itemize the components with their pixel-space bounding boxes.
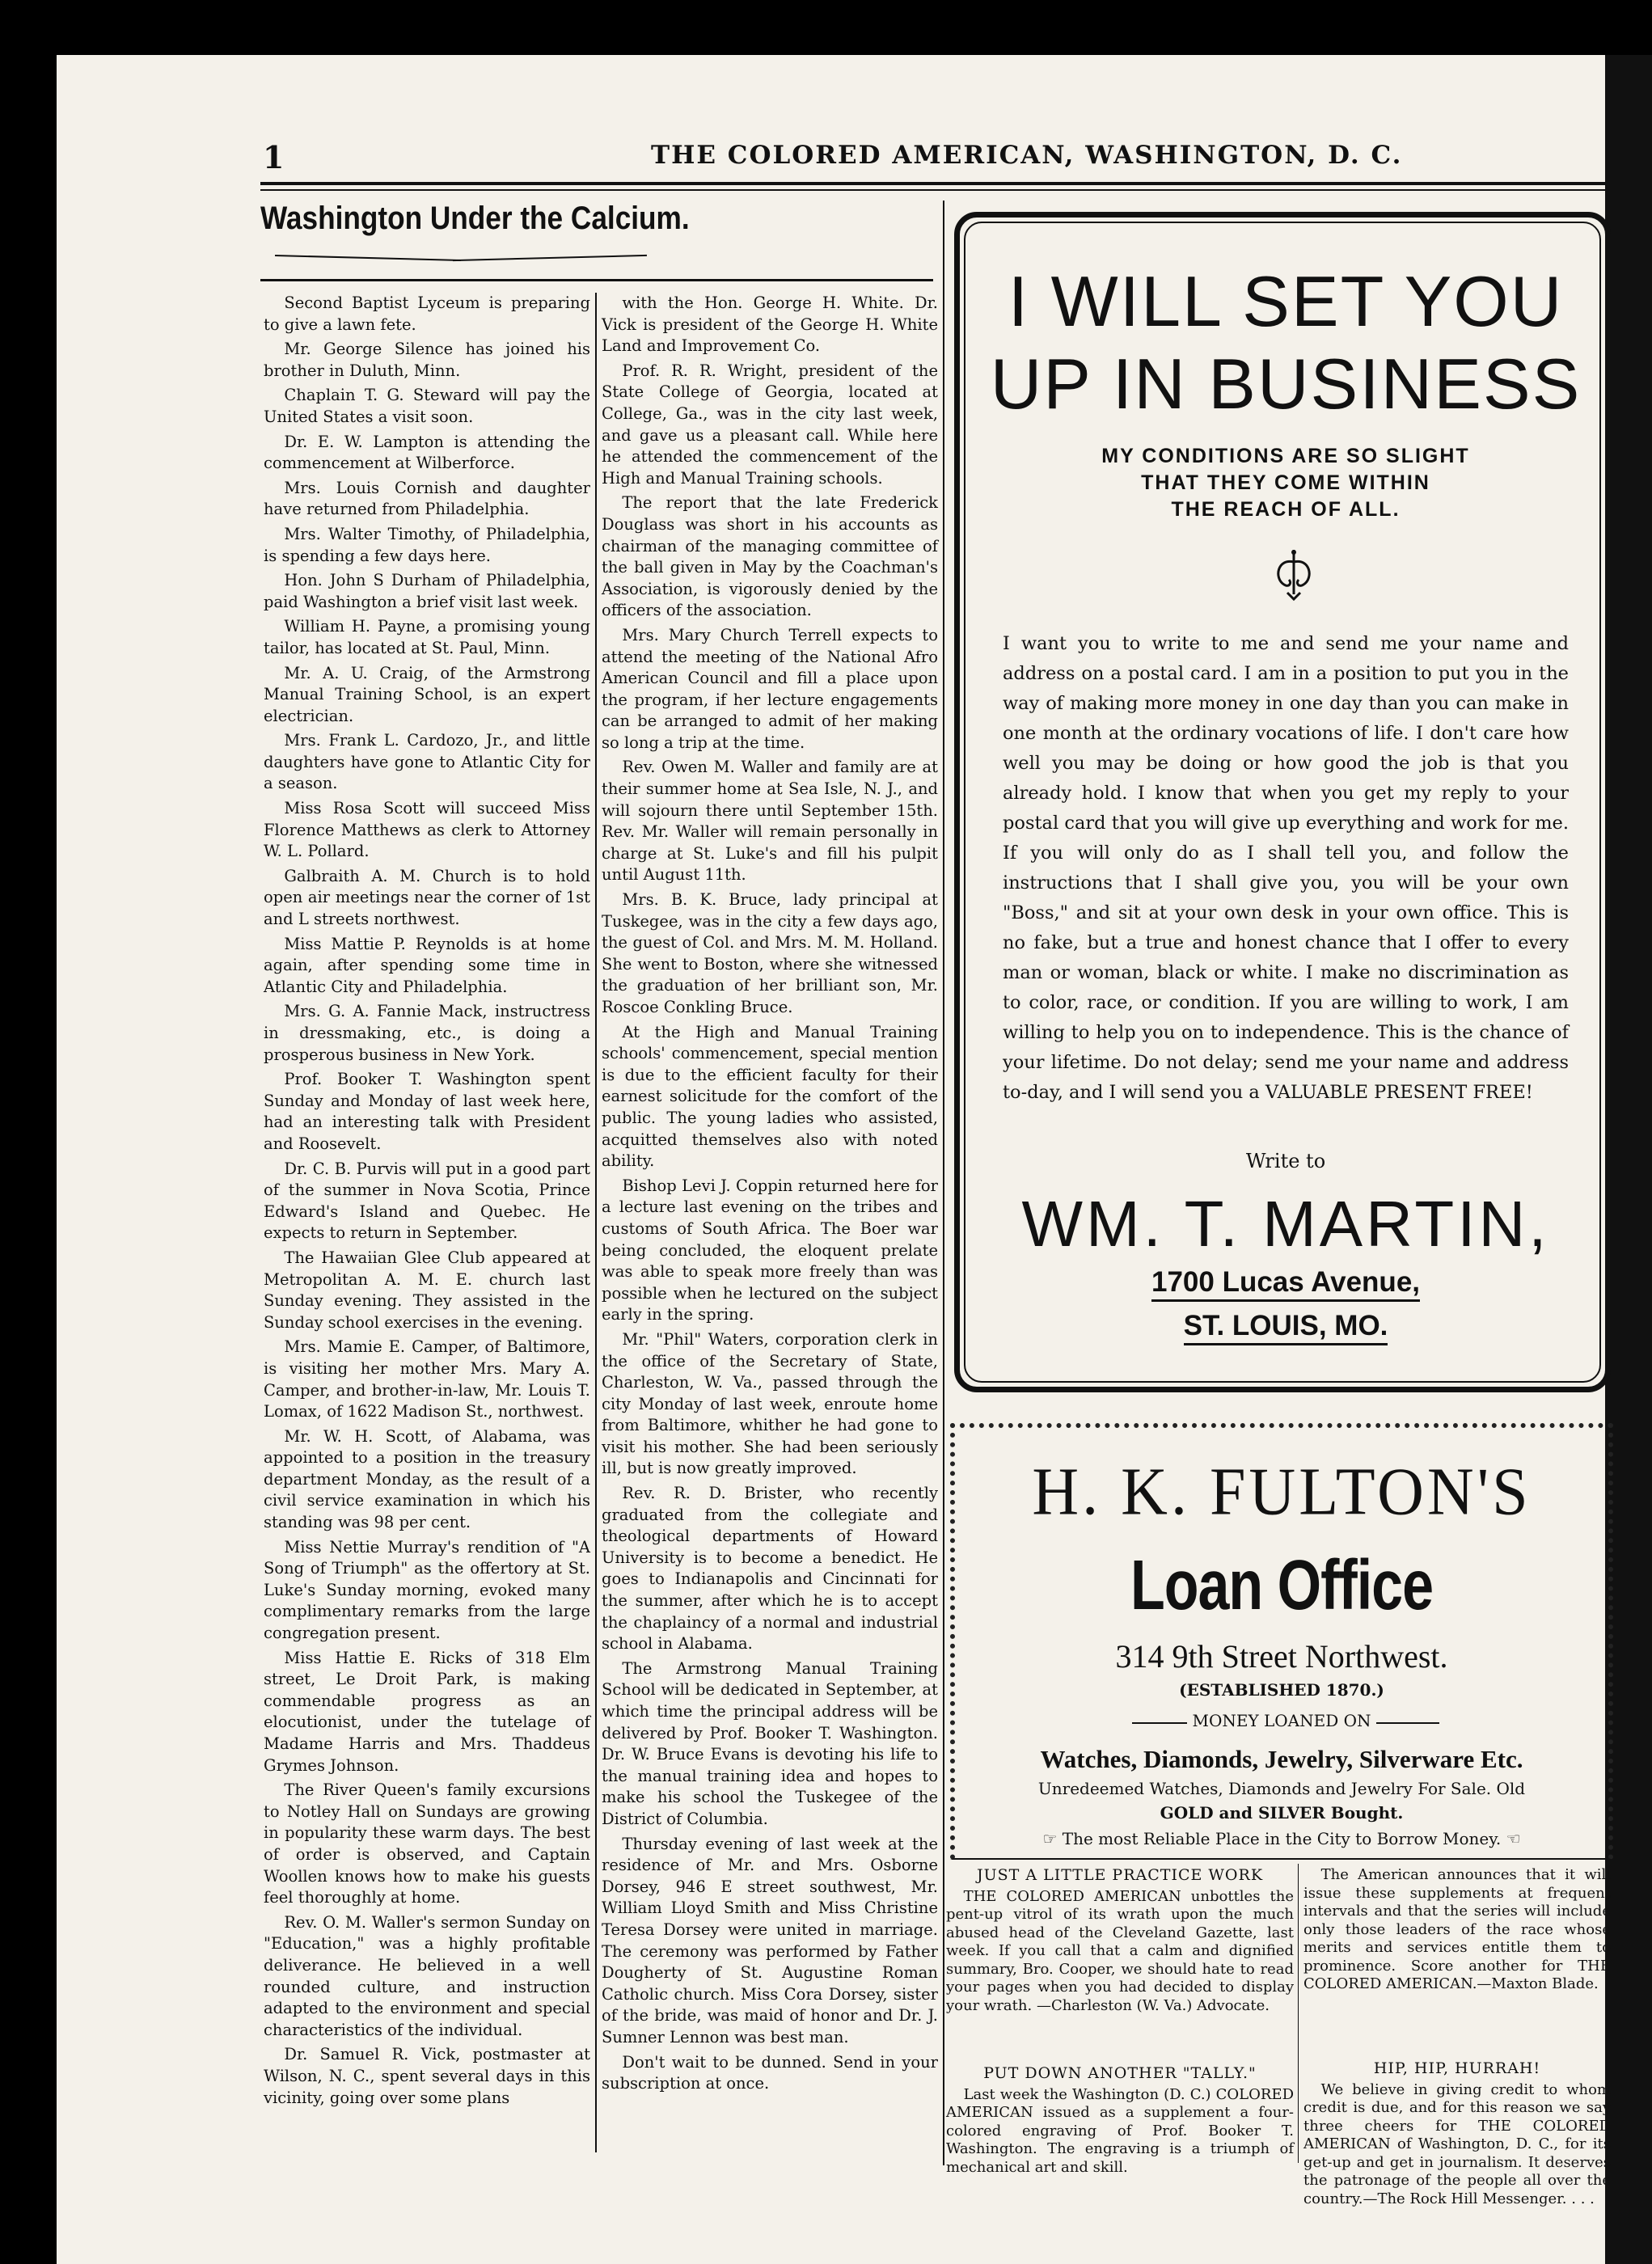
heading-rule — [260, 279, 933, 281]
column-rule-1 — [595, 293, 597, 2152]
news-item: Rev. R. D. Brister, who recently graduated from the collegiate and theological departments of Howard University is to become a benedict. He goes to Indianapolis and Cincinnati for the summer, after which he is to accept the chaplaincy of a normal and industrial school in Alabama. — [602, 1484, 938, 1654]
news-item: At the High and Manual Training schools' commencement, special mention is due to the efficient faculty for their earnest solicitude for the comfort of the public. The young ladies who assisted, acquitted themselves also with noted ability. — [602, 1022, 938, 1171]
fulton-ad-established: (ESTABLISHED 1870.) — [1179, 1680, 1384, 1700]
news-item: William H. Payne, a promising young tailor, has located at St. Paul, Minn. — [264, 617, 590, 657]
news-item: Prof. Booker T. Washington spent Sunday and Monday of last week here, had an interesting talk with President and Roosevelt. — [264, 1070, 590, 1153]
martin-ad-address-2 — [970, 1310, 1601, 1342]
header-rule-bottom — [260, 189, 1615, 191]
news-item: Mrs. B. K. Bruce, lady principal at Tuskegee, was in the city a few days ago, the guest of Col. and Mrs. M. M. Holland. She went to Boston, where she witnessed the graduation of her brilliant son, Mr. Roscoe Conkling Bruce. — [602, 890, 938, 1016]
news-item: with the Hon. George H. White. Dr. Vick is president of the George H. White Land and Improvement Co. — [602, 294, 938, 356]
reprint-tally — [946, 2064, 1294, 2177]
news-item: Dr. C. B. Purvis will put in a good part of the summer in Nova Scotia, Prince Edward's Island and Quebec. He expects to return in September. — [264, 1159, 590, 1243]
news-item: The Hawaiian Glee Club appeared at Metropolitan A. M. E. church last Sunday evening. They assisted in the Sunday school exercises in the evening. — [264, 1248, 590, 1332]
news-item: Bishop Levi J. Coppin returned here for a lecture last evening on the tribes and customs of South Africa. The Boer war being concluded, the eloquent prelate was able to speak more freely than was possible when he lectured on the subject early in the spring. — [602, 1176, 938, 1324]
headline-line-2: UP IN BUSINESS — [990, 344, 1582, 424]
reprint-column-rule — [1298, 1864, 1299, 2163]
reprint-3-body: Last week the Washington (D. C.) COLORED AMERICAN issued as a supplement a four-colored engraving of Prof. Booker T. Washington. The engraving is a triumph of mechanical art and skill. — [946, 2085, 1294, 2176]
news-item: Mrs. Walter Timothy, of Philadelphia, is spending a few days here. — [264, 524, 590, 565]
subhead-line-2: THAT THEY COME WITHIN — [1141, 471, 1430, 494]
martin-ad-name: WM. T. MARTIN, — [1021, 1188, 1550, 1260]
news-item: Mrs. Mary Church Terrell expects to attend the meeting of the National Afro American Council and fill a place upon the program, if her lecture engagements can be arranged to admit of her making so long a trip at the time. — [602, 625, 938, 752]
news-item: Dr. E. W. Lampton is attending the commencement at Wilberforce. — [264, 432, 590, 473]
news-item: Mrs. Frank L. Cardozo, Jr., and little daughters have gone to Atlantic City for a season. — [264, 731, 590, 793]
reprint-4-body: We believe in giving credit to whom credit is due, and for this reason we say three cheers for THE COLORED AMERICAN of Washington, D. C., for its get-up and get in journalism. It deserves the patronage of the people all over the country.—The Rock Hill Messenger. . . . — [1303, 2080, 1611, 2207]
news-column-2 — [602, 293, 938, 2098]
page-number: 1 — [263, 139, 285, 175]
news-item: Galbraith A. M. Church is to hold open air meetings near the corner of 1st and L streets northwest. — [264, 866, 590, 929]
news-item: The River Queen's family excursions to Notley Hall on Sundays are growing in popularity these warm days. The best of order is observed, and Captain Woollen knows how to make his guests feel thoroughly at home. — [264, 1780, 590, 1907]
fulton-ad-reliable: ☞ The most Reliable Place in the City to Borrow Money. ☜ — [1042, 1829, 1521, 1848]
fulton-ad-title: Loan Office — [1130, 1545, 1434, 1624]
reprint-3-heading: PUT DOWN ANOTHER "TALLY." — [983, 2064, 1257, 2082]
masthead: THE COLORED AMERICAN, WASHINGTON, D. C. — [651, 141, 1403, 170]
fleuron-ornament-icon — [1270, 546, 1318, 602]
news-item: Second Baptist Lyceum is preparing to give a lawn fete. — [264, 294, 590, 334]
fulton-ad-name: H. K. FULTON'S — [1032, 1454, 1532, 1530]
news-item: Miss Nettie Murray's rendition of "A Song of Triumph" as the offertory at St. Luke's Sunday morning, evoked many complimentary remarks from the large congregation present. — [264, 1537, 590, 1643]
news-item: Mr. "Phil" Waters, corporation clerk in the office of the Secretary of State, Charleston, W. Va., passed through the city Monday of last week, enroute home from Baltimore, whither he had gone to visit his mother. She had been seriously ill, but is now greatly improved. — [602, 1329, 938, 1478]
news-item: Hon. John S Durham of Philadelphia, paid Washington a brief visit last week. — [264, 571, 590, 611]
news-item: Mr. W. H. Scott, of Alabama, was appointed to a position in the treasury department Monday, as the result of a civil service examination in which his standing was 98 per cent. — [264, 1426, 590, 1532]
news-item: Prof. R. R. Wright, president of the State College of Georgia, located at College, Ga., was in the city last week, and gave us a pleasant call. While here he attended the commencement of the High and Manual Training schools. — [602, 361, 938, 488]
subhead-line-3: THE REACH OF ALL. — [1171, 498, 1401, 521]
subhead-line-1: MY CONDITIONS ARE SO SLIGHT — [1101, 445, 1470, 467]
martin-ad-body: I want you to write to me and send me your name and address on a postal card. I am in a position to put you in the way of making more money in one day than you can make in one month at the ordinary vocations of life. I don't care how well you may be doing or how good the job is that you already hold. I know that when you get my reply to your postal card that you will give up everything and work for me. If you will only do as I shall tell you, and follow the instructions that I shall give you, you will be your own "Boss," and sit at your own desk in your own office. This is no fake, but a true and honest chance that I offer to every man or woman, black or white. I make no discrimination as to color, race, or condition. If you are willing to work, I am willing to help you on to independence. This is the chance of your lifetime. Do not delay; send me your name and address to-day, and I will send you a VALUABLE PRESENT FREE! — [1003, 633, 1569, 1103]
column-rule-2 — [943, 201, 944, 2165]
running-header — [263, 129, 1613, 175]
news-item: Miss Rosa Scott will succeed Miss Florence Matthews as clerk to Attorney W. L. Pollard. — [264, 799, 590, 861]
news-item: Don't wait to be dunned. Send in your subscription at once. — [602, 2052, 938, 2093]
reprint-2-body: The American announces that it will issue these supplements at frequent intervals and that the series will include only those leaders of the race whose merits and services entitle them to prominence. Score another for THE COLORED AMERICAN.—Maxton Blade. — [1303, 1866, 1611, 1992]
fulton-ad-items: Watches, Diamonds, Jewelry, Silverware Etc. — [1040, 1745, 1523, 1773]
fulton-ad-address: 314 9th Street Northwest. — [1115, 1638, 1448, 1675]
news-item: The report that the late Frederick Douglass was short in his accounts as chairman of the managing committee of the ball given in May by the Coachman's Association, is vigorously denied by the officers of the association. — [602, 493, 938, 620]
news-item: Thursday evening of last week at the residence of Mr. and Mrs. Osborne Dorsey, 946 E street southwest, Mr. William Lloyd Smith and Miss Christine Teresa Dorsey were united in marriage. The ceremony was performed by Father Dougherty of St. Augustine Roman Catholic church. Miss Cora Dorsey, sister of the bride, was maid of honor and Dr. J. Sumner Lennon was best man. — [602, 1834, 938, 2046]
reprint-1-body: THE COLORED AMERICAN unbottles the pent-up vitrol of its wrath upon the much abused head of the Cleveland Gazette, last week. If you call that a calm and dignified summary, Bro. Cooper, we should hate to read your pages when you had decided to display your wrath. —Charleston (W. Va.) Advocate. — [946, 1887, 1294, 2014]
news-item: Mrs. Mamie E. Camper, of Baltimore, is visiting her mother Mrs. Mary A. Camper, and brother-in-law, Mr. Louis T. Lomax, of 1622 Madison St., northwest. — [264, 1337, 590, 1421]
news-item: Mrs. Louis Cornish and daughter have returned from Philadelphia. — [264, 478, 590, 519]
news-item: The Armstrong Manual Training School will be dedicated in September, at which time the principal address will be delivered by Prof. Booker T. Washington. Dr. W. Bruce Evans is devoting his life to the manual training idea and hopes to make his school the Tuskegee of the District of Columbia. — [602, 1658, 938, 1828]
news-item: Miss Mattie P. Reynolds is at home again, after spending some time in Atlantic City and Philadelphia. — [264, 934, 590, 996]
news-item: Rev. Owen M. Waller and family are at their summer home at Sea Isle, N. J., and will sojourn there until September 15th. Rev. Mr. Waller will remain personally in charge at St. Luke's and fill his pulpit until August 11th. — [602, 758, 938, 885]
news-item: Dr. Samuel R. Vick, postmaster at Wilson, N. C., spent several days in this vicinity, going over some plans — [264, 2045, 590, 2107]
news-item: Rev. O. M. Waller's sermon Sunday on "Education," was a highly profitable deliverance. He believed in a well rounded culture, and instruction adapted to the environment and special characteristics of the individual. — [264, 1912, 590, 2039]
header-rule-top — [260, 182, 1615, 185]
reprint-hurrah — [1303, 2059, 1611, 2208]
news-item: Mr. George Silence has joined his brother in Duluth, Minn. — [264, 340, 590, 380]
news-item: Mrs. G. A. Fannie Mack, instructress in dressmaking, etc., is doing a prosperous business in New York. — [264, 1002, 590, 1064]
news-item: Mr. A. U. Craig, of the Armstrong Manual Training School, is an expert electrician. — [264, 663, 590, 725]
martin-ad-write-to: Write to — [1245, 1150, 1326, 1172]
column-heading: Washington Under the Calcium. — [260, 201, 690, 236]
fulton-ad-money-loaned — [962, 1711, 1601, 1730]
reprint-supplements — [1303, 1866, 1611, 1994]
news-item: Miss Hattie E. Ricks of 318 Elm street, Le Droit Park, is making commendable progress as an elocutionist, under the tutelage of Madame Harris and Mrs. Thaddeus Grymes Johnson. — [264, 1648, 590, 1775]
reprint-4-heading: HIP, HIP, HURRAH! — [1373, 2059, 1541, 2077]
news-column-1 — [264, 293, 590, 2112]
fulton-ad-gold: GOLD and SILVER Bought. — [1160, 1803, 1404, 1823]
address-line-2: ST. LOUIS, MO. — [1184, 1310, 1388, 1345]
reprint-practice-work — [946, 1866, 1294, 2015]
fulton-ad-unredeemed: Unredeemed Watches, Diamonds and Jewelry For Sale. Old — [1037, 1779, 1526, 1798]
martin-ad-address-1 — [970, 1266, 1601, 1299]
scan-border — [1605, 55, 1652, 2264]
martin-ad-headline — [970, 260, 1601, 425]
reprint-1-heading: JUST A LITTLE PRACTICE WORK — [976, 1866, 1264, 1884]
money-loaned-label: MONEY LOANED ON — [1187, 1711, 1375, 1730]
address-line-1: 1700 Lucas Avenue, — [1151, 1266, 1420, 1302]
martin-ad-subhead — [970, 443, 1601, 523]
headline-line-1: I WILL SET YOU — [1008, 261, 1564, 341]
news-item: Chaplain T. G. Steward will pay the United States a visit soon. — [264, 386, 590, 426]
